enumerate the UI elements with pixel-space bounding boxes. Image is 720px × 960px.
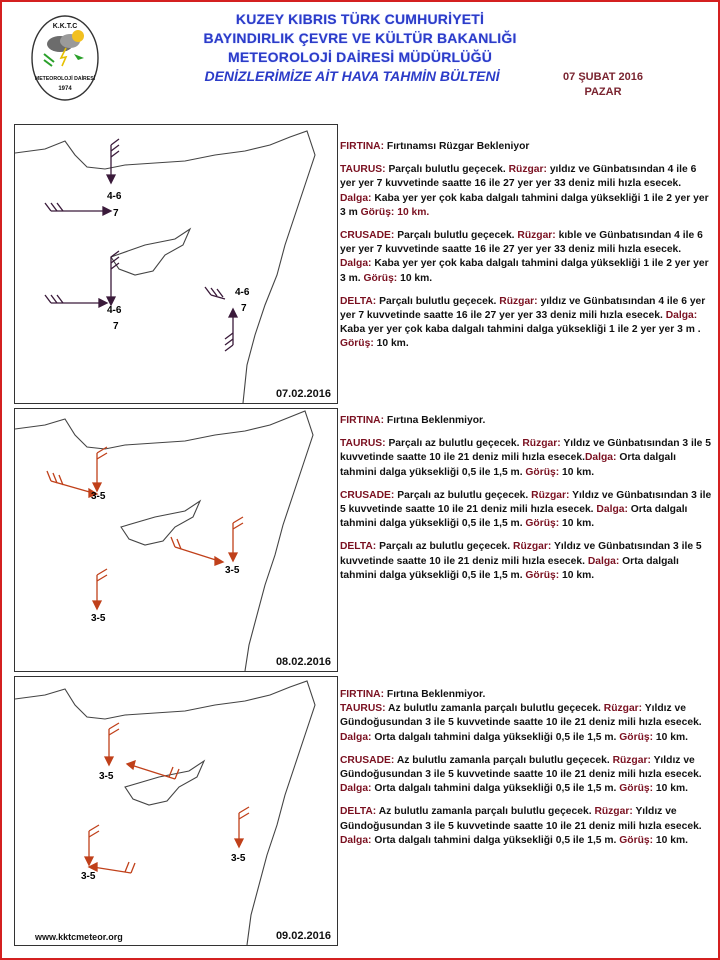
wave-label: Dalga: <box>340 783 372 795</box>
meteorology-office-logo <box>30 14 100 104</box>
wind-force-label: 3-5 <box>91 491 106 502</box>
wave-label: Dalga: <box>340 192 372 204</box>
region-name: CRUSADE: <box>340 754 395 766</box>
wave-label: Dalga: <box>665 310 698 322</box>
wave-label: Dalga: <box>584 452 617 464</box>
region-name: TAURUS: <box>340 438 386 450</box>
sky-text: Parçalı az bulutlu geçecek. <box>376 541 514 553</box>
region-name: CRUSADE: <box>340 230 395 242</box>
wind-gust-label: 7 <box>241 303 247 314</box>
wind-text: Yıldız ve Günbatısından 3 ile 5 kuvvetinde saatte 10 ile 21 deniz mili hızla esecek. <box>340 541 702 567</box>
wind-gust-label: 7 <box>113 208 119 219</box>
visibility-text: 10 km. <box>653 731 688 743</box>
region-forecast <box>340 754 712 797</box>
region-name: CRUSADE: <box>340 489 395 501</box>
panel-date: 07.02.2016 <box>275 388 331 400</box>
region-forecast <box>340 489 712 532</box>
storm-label: FIRTINA: <box>340 141 385 152</box>
map-panel-day1 <box>14 124 338 404</box>
visibility-label: Görüş: <box>619 834 654 846</box>
forecast-text-day2 <box>340 414 712 592</box>
panel-date: 09.02.2016 <box>275 930 331 942</box>
header-ministry: BAYINDIRLIK ÇEVRE VE KÜLTÜR BAKANLIĞI <box>203 30 517 46</box>
wind-text: Yıldız ve Günbatısından 3 ile 5 kuvvetinde saatte 10 ile 21 deniz mili hızla esecek. <box>340 438 711 464</box>
sky-text: Parçalı az bulutlu geçecek. <box>385 438 523 450</box>
wind-label: Rüzgar: <box>513 541 552 553</box>
wind-text: yıldız ve Günbatısından 4 ile 6 yer yer 7 kuvvetinde saatte 16 ile 27 yer yer 33 deniz mili hızla esecek. <box>340 295 706 322</box>
region-forecast <box>340 229 712 286</box>
region-forecast <box>340 702 712 745</box>
visibility-text: 10 km. <box>559 569 595 581</box>
storm-line <box>340 688 712 702</box>
visibility-text: 10 km. <box>653 783 688 795</box>
wind-label: Rüzgar: <box>594 806 633 818</box>
wave-text: Orta dalgalı tahmini dalga yüksekliği 0,5 ile 1,5 m. <box>371 783 620 795</box>
storm-label: FIRTINA: <box>340 689 385 700</box>
wave-text: Orta dalgalı tahmini dalga yüksekliği 0,5 ile 1,5 m. <box>371 834 620 846</box>
weekday-text: PAZAR <box>584 86 622 98</box>
region-forecast <box>340 437 712 480</box>
visibility-label: Görüş: <box>525 569 560 581</box>
forecast-text-day1 <box>340 140 712 361</box>
visibility-label: Görüş: <box>340 338 374 350</box>
region-name: DELTA: <box>340 541 377 553</box>
storm-line <box>340 414 712 428</box>
map-panel-day3 <box>14 676 338 946</box>
wind-force-label: 3-5 <box>91 613 106 624</box>
wave-text: Kaba yer yer çok kaba dalgalı tahmini dalga yüksekliği 1 ile 2 yer yer 3 m <box>340 192 709 218</box>
wind-force-label: 4-6 <box>107 305 122 316</box>
date-text: 07 ŞUBAT 2016 <box>563 71 643 83</box>
wind-label: Rüzgar: <box>531 489 570 501</box>
bulletin-title: DENİZLERİMİZE AİT HAVA TAHMİN BÜLTENİ <box>204 68 500 84</box>
storm-label: FIRTINA: <box>340 415 385 426</box>
storm-text: Fırtına Beklenmiyor. <box>384 689 486 700</box>
wind-label: Rüzgar: <box>603 703 643 715</box>
visibility-text: 10 km. <box>653 834 688 846</box>
visibility-label: Görüş: <box>525 466 560 478</box>
wind-text: Yıldız ve Gündoğusundan 3 ile 5 kuvvetinde saatte 10 ile 21 deniz mili hızla esecek. <box>340 806 702 832</box>
wind-label: Rüzgar: <box>499 295 538 307</box>
visibility-text: 10 km. <box>559 518 595 530</box>
wind-text: yıldız ve Günbatısından 4 ile 6 yer yer 7 kuvvetinde saatte 16 ile 27 yer yer 33 deniz mili hızla esecek. <box>340 164 697 190</box>
region-forecast <box>340 295 712 352</box>
wind-force-label: 3-5 <box>99 771 114 782</box>
wave-label: Dalga: <box>596 504 628 516</box>
wave-label: Dalga: <box>340 834 372 846</box>
region-forecast <box>340 805 712 848</box>
region-name: TAURUS: <box>340 703 386 715</box>
wind-label: Rüzgar: <box>517 230 556 242</box>
wind-text: Yıldız ve Gündoğusundan 3 ile 5 kuvvetinde saatte 10 ile 21 deniz mili hızla esecek. <box>340 754 702 781</box>
visibility-label: Görüş: <box>619 731 654 743</box>
storm-text: Fırtına Beklenmiyor. <box>384 415 486 426</box>
wind-label: Rüzgar: <box>612 754 651 766</box>
wave-text: Orta dalgalı tahmini dalga yüksekliği 0,5 ile 1,5 m. <box>340 504 688 530</box>
sky-text: Parçalı bulutlu geçecek. <box>394 230 518 242</box>
sky-text: Az bulutlu zamanla parçalı bulutlu geçecek. <box>376 806 595 818</box>
sky-text: Parçalı bulutlu geçecek. <box>376 295 500 307</box>
coast-map-day3 <box>15 677 337 945</box>
region-name: TAURUS: <box>340 164 386 176</box>
visibility-label: Görüş: <box>360 206 395 218</box>
header-country: KUZEY KIBRIS TÜRK CUMHURİYETİ <box>235 11 485 27</box>
sky-text: Az bulutlu zamanla parçalı bulutlu geçecek. <box>385 703 604 715</box>
visibility-text: 10 km. <box>397 272 433 284</box>
sky-text: Az bulutlu zamanla parçalı bulutlu geçecek. <box>394 754 613 766</box>
wind-force-label: 3-5 <box>231 853 246 864</box>
visibility-label: Görüş: <box>525 518 560 530</box>
wind-force-label: 4-6 <box>107 191 122 202</box>
visibility-text: 10 km. <box>559 466 595 478</box>
svg-text:K.K.T.C: K.K.T.C <box>52 23 78 30</box>
wind-force-label: 3-5 <box>225 565 240 576</box>
wind-force-label: 4-6 <box>235 287 250 298</box>
wind-text: Yıldız ve Günbatısından 3 ile 5 kuvvetinde saatte 10 ile 21 deniz mili hızla esecek. <box>340 489 712 516</box>
visibility-label: Görüş: <box>363 272 398 284</box>
header-department: METEOROLOJİ DAİRESİ MÜDÜRLÜĞÜ <box>227 49 493 65</box>
wind-text: Yıldız ve Gündoğusundan 3 ile 5 kuvvetinde saatte 10 ile 21 deniz mili hızla esecek. <box>340 703 702 729</box>
wave-label: Dalga: <box>340 258 372 270</box>
wave-text: Kaba yer yer çok kaba dalgalı tahmini dalga yüksekliği 1 ile 2 yer yer 3 m. <box>340 258 709 284</box>
wave-text: Orta dalgalı tahmini dalga yüksekliği 0,5 ile 1,5 m. <box>340 555 679 581</box>
wave-text: Orta dalgalı tahmini dalga yüksekliği 0,5 ile 1,5 m. <box>371 731 620 743</box>
wind-force-label: 3-5 <box>81 871 96 882</box>
storm-line <box>340 140 712 154</box>
wind-text: kıble ve Günbatısından 4 ile 6 yer yer 7 kuvvetinde saatte 16 ile 27 yer yer 33 deniz mili hızla esecek. <box>340 230 703 256</box>
region-name: DELTA: <box>340 295 377 307</box>
wave-label: Dalga: <box>340 731 372 743</box>
website-link[interactable]: www.kktcmeteor.org <box>35 932 123 942</box>
forecast-text-day3 <box>340 688 712 857</box>
visibility-label: Görüş: <box>619 783 654 795</box>
map-panel-day2 <box>14 408 338 672</box>
coast-map-day2 <box>15 409 337 671</box>
bulletin-date <box>548 70 658 100</box>
storm-text: Fırtınamsı Rüzgar Bekleniyor <box>384 141 530 152</box>
wind-label: Rüzgar: <box>522 438 561 450</box>
sky-text: Parçalı az bulutlu geçecek. <box>394 489 532 501</box>
wave-label: Dalga: <box>587 555 620 567</box>
wave-text: Orta dalgalı tahmini dalga yüksekliği 0,5 ile 1,5 m. <box>340 452 676 478</box>
wave-text: Kaba yer yer çok kaba dalgalı tahmini dalga yüksekliği 1 ile 2 yer yer 3 m . <box>340 324 701 336</box>
sky-text: Parçalı bulutlu geçecek. <box>385 164 509 176</box>
region-name: DELTA: <box>340 806 377 818</box>
visibility-text: 10 km. <box>394 206 430 218</box>
visibility-text: 10 km. <box>373 338 409 350</box>
region-forecast <box>340 163 712 220</box>
wind-gust-label: 7 <box>113 321 119 332</box>
svg-text:METEOROLOJİ DAİRESİ: METEOROLOJİ DAİRESİ <box>34 76 96 82</box>
coast-map-day1 <box>15 125 337 403</box>
wind-label: Rüzgar: <box>508 164 547 176</box>
svg-text:1974: 1974 <box>58 86 72 92</box>
region-forecast <box>340 540 712 583</box>
panel-date: 08.02.2016 <box>275 656 331 668</box>
